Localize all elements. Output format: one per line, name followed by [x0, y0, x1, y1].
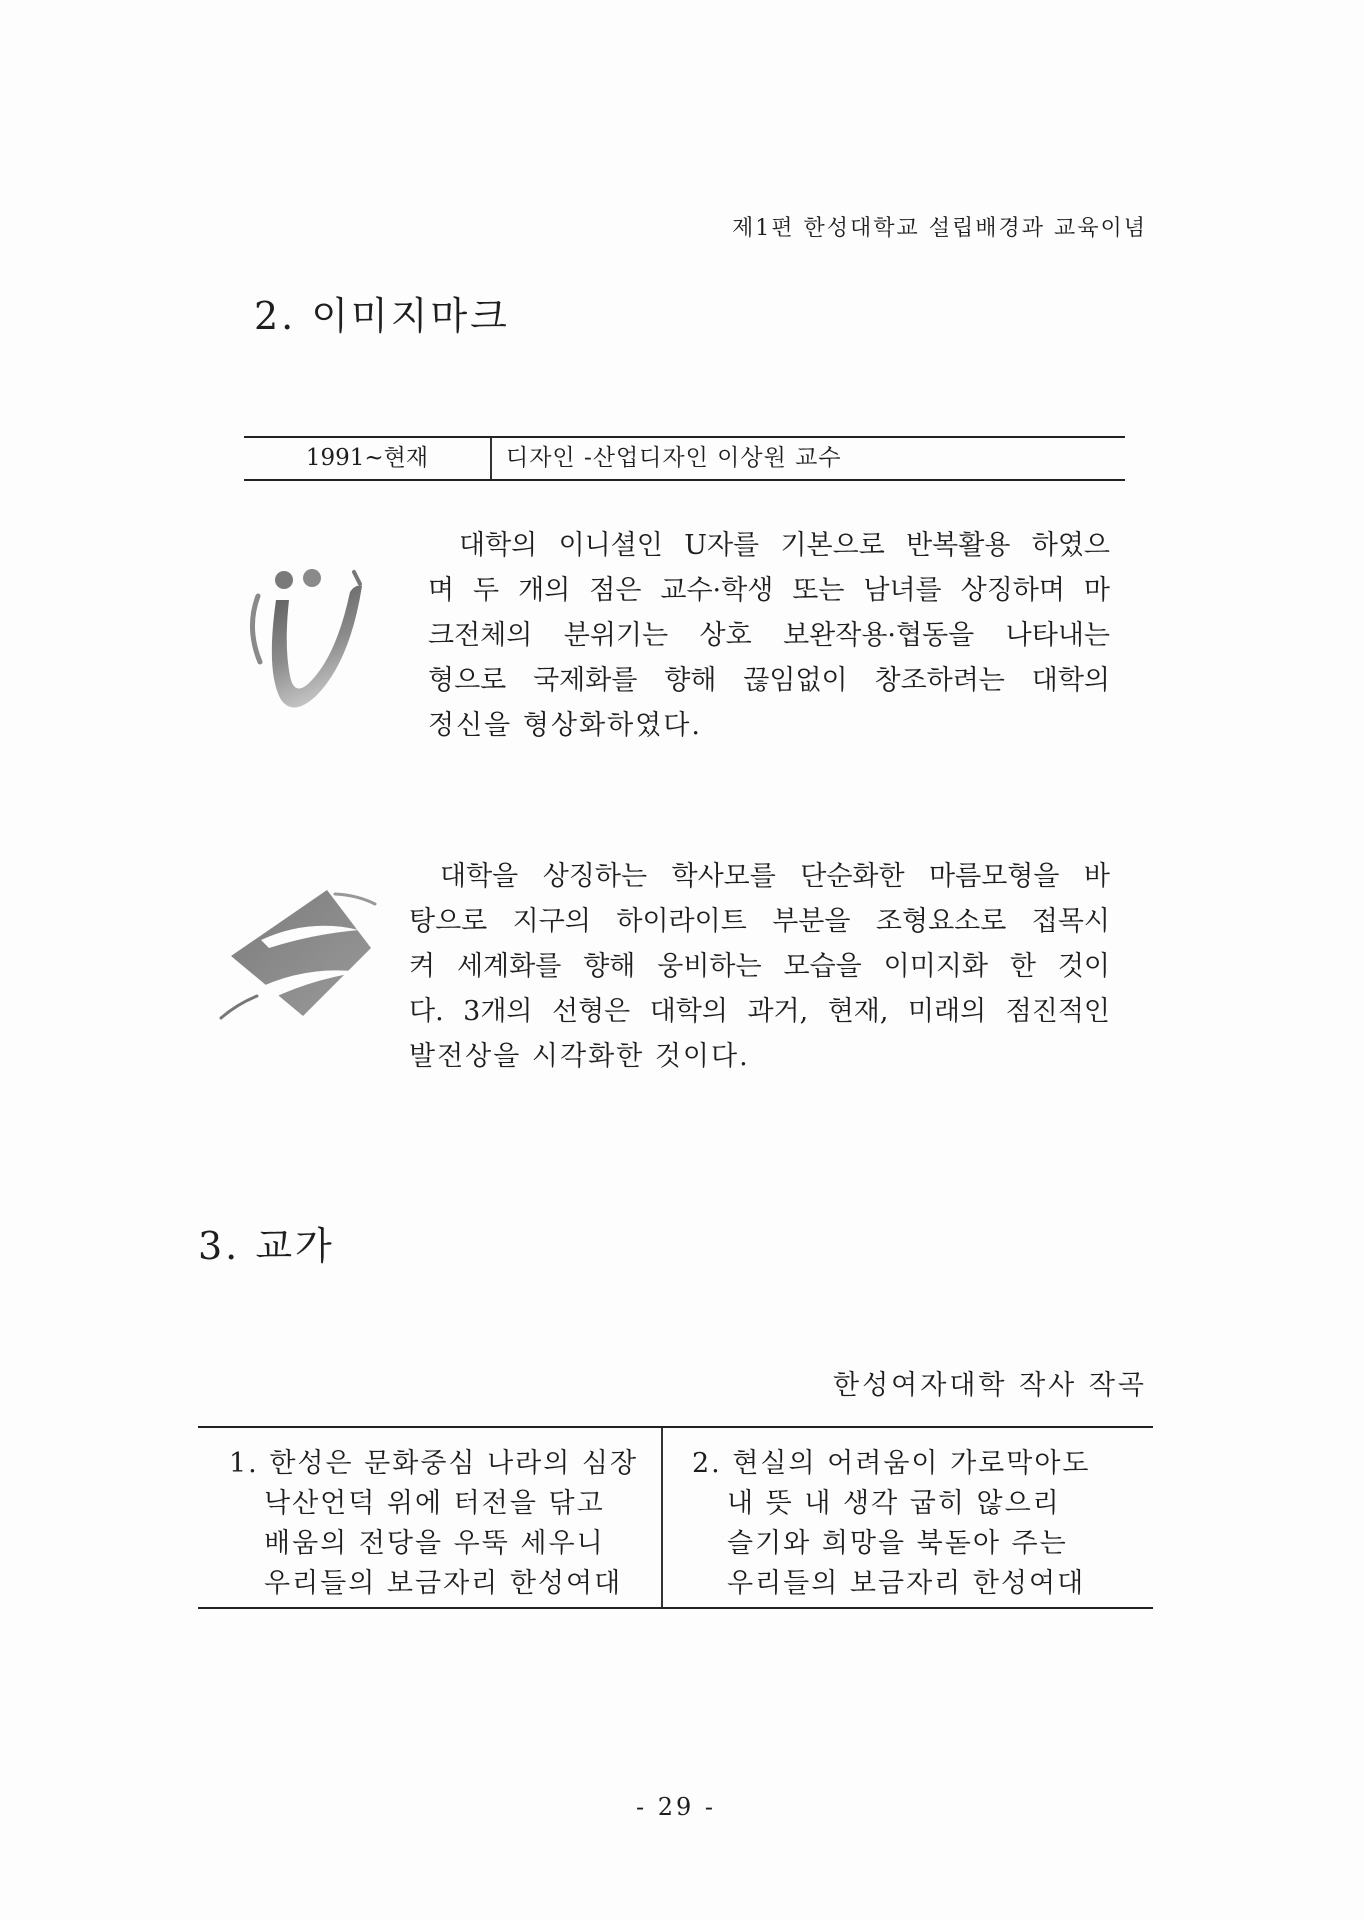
- paragraph-line: 정신을 형상화하였다.: [428, 710, 702, 741]
- info-period: 1991~현재: [244, 438, 492, 479]
- song-credit: 한성여자대학 작사 작곡: [833, 1370, 1147, 1401]
- paragraph-line: 발전상을 시각화한 것이다.: [409, 1041, 750, 1072]
- diamond-mortarboard-logo: [217, 886, 378, 1023]
- info-designer: 디자인 -산업디자인 이상원 교수: [506, 445, 842, 471]
- lyric-line: 우리들의 보금자리 한성여대: [264, 1568, 623, 1599]
- section-heading-image-mark: 2. 이미지마크: [254, 294, 510, 338]
- lyric-line: 우리들의 보금자리 한성여대: [727, 1568, 1086, 1599]
- lyric-line: 배움의 전당을 우뚝 세우니: [264, 1528, 605, 1559]
- lyric-line: 1. 한성은 문화중심 나라의 심장: [229, 1448, 639, 1479]
- designer-info-row: [244, 436, 1125, 481]
- paragraph-line: 다. 3개의 선형은 대학의 과거, 현재, 미래의 점진적인: [409, 996, 1110, 1027]
- paragraph-line: 켜 세계화를 향해 웅비하는 모습을 이미지화 한 것이: [409, 951, 1110, 982]
- song-lyrics-table: [198, 1426, 1153, 1609]
- verse-2: [663, 1428, 1153, 1607]
- paragraph-line: 대학의 이니셜인 U자를 기본으로 반복활용 하였으: [459, 530, 1110, 561]
- paragraph-line: 대학을 상징하는 학사모를 단순화한 마름모형을 바: [440, 861, 1110, 892]
- paragraph-line: 크전체의 분위기는 상호 보완작용·협동을 나타내는: [428, 620, 1110, 651]
- lyric-line: 2. 현실의 어려움이 가로막아도: [692, 1448, 1091, 1479]
- page-number: - 29 -: [635, 1793, 716, 1821]
- image-mark-description-1: [428, 523, 1110, 748]
- paragraph-line: 며 두 개의 점은 교수·학생 또는 남녀를 상징하며 마: [428, 575, 1110, 606]
- image-mark-description-2: [409, 854, 1110, 1079]
- u-initial-logo: [242, 558, 372, 713]
- running-header: 제1편 한성대학교 설립배경과 교육이념: [731, 216, 1147, 241]
- lyric-line: 슬기와 희망을 북돋아 주는: [727, 1528, 1068, 1559]
- paragraph-line: 형으로 국제화를 향해 끊임없이 창조하려는 대학의: [428, 665, 1110, 696]
- lyric-line: 낙산언덕 위에 터전을 닦고: [264, 1488, 605, 1519]
- lyric-line: 내 뜻 내 생각 굽히 않으리: [727, 1488, 1061, 1519]
- section-heading-song: 3. 교가: [198, 1224, 335, 1268]
- verse-1: [198, 1428, 663, 1607]
- paragraph-line: 탕으로 지구의 하이라이트 부분을 조형요소로 접목시: [409, 906, 1110, 937]
